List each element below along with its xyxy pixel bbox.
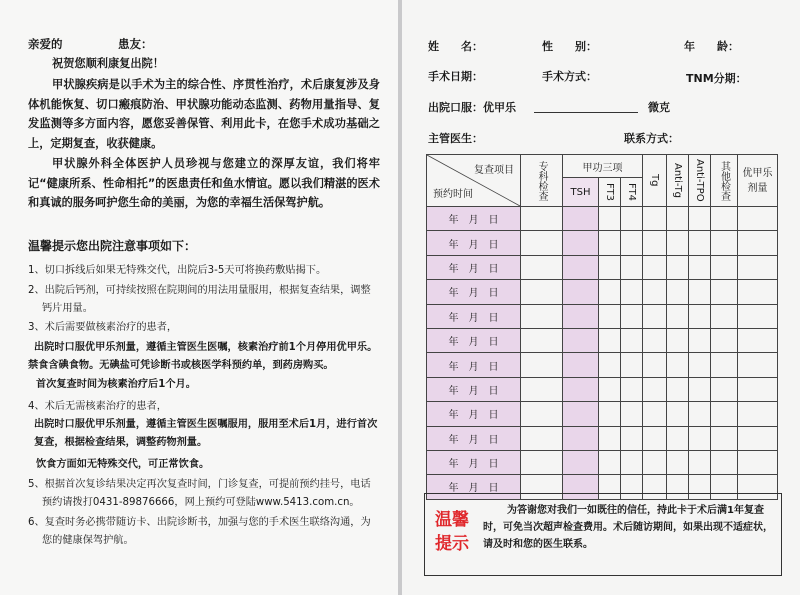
result-cell[interactable] [521,426,563,450]
result-cell[interactable] [599,377,621,401]
result-cell[interactable] [667,450,689,474]
result-cell[interactable] [689,353,711,377]
result-cell[interactable] [738,426,778,450]
result-cell[interactable] [521,402,563,426]
tsh-cell[interactable] [563,377,599,401]
result-cell[interactable] [621,280,643,304]
header-time-label: 预约时间 [433,189,473,200]
result-cell[interactable] [667,231,689,255]
result-cell[interactable] [643,402,667,426]
wish-line: 祝贺您顺利康复出院！ [52,57,164,70]
result-cell[interactable] [689,207,711,231]
result-cell[interactable] [738,450,778,474]
result-cell[interactable] [643,280,667,304]
result-cell[interactable] [621,304,643,328]
result-cell[interactable] [738,353,778,377]
result-cell[interactable] [711,328,738,352]
specialist-exam-header: 专科检查 [521,155,563,207]
appointment-date-cell[interactable]: 年 月 日 [427,207,521,231]
appointment-date-cell[interactable]: 年 月 日 [427,402,521,426]
result-cell[interactable] [621,450,643,474]
header-item-label: 复查项目 [474,165,514,176]
doctor-label: 主管医生： [428,132,483,145]
notes-heading: 温馨提示您出院注意事项如下： [28,239,197,253]
table-row [427,377,778,401]
tsh-cell[interactable] [563,426,599,450]
result-cell[interactable] [667,207,689,231]
tsh-cell[interactable] [563,231,599,255]
result-cell[interactable] [621,255,643,279]
result-cell[interactable] [711,255,738,279]
result-cell[interactable] [711,402,738,426]
result-cell[interactable] [621,207,643,231]
table-row [427,255,778,279]
result-cell[interactable] [621,402,643,426]
appointment-date-cell[interactable]: 年 月 日 [427,255,521,279]
result-cell[interactable] [643,328,667,352]
result-cell[interactable] [599,353,621,377]
result-cell[interactable] [621,231,643,255]
followup-rows [427,207,778,500]
followup-table [426,154,778,500]
result-cell[interactable] [667,377,689,401]
appointment-date-cell[interactable]: 年 月 日 [427,426,521,450]
greeting-prefix: 亲爱的 [28,37,63,51]
tsh-cell[interactable] [563,255,599,279]
table-row [427,353,778,377]
table-row [427,328,778,352]
note-4: 4、术后无需核素治疗的患者， [28,401,167,412]
result-cell[interactable] [689,450,711,474]
result-cell[interactable] [689,328,711,352]
anti-tg-header: Anti-Tg [667,155,689,207]
result-cell[interactable] [643,353,667,377]
table-row [427,402,778,426]
note-4-diet: 饮食方面如无特殊交代，可正常饮食。 [36,459,210,470]
result-cell[interactable] [738,255,778,279]
result-cell[interactable] [621,426,643,450]
result-cell[interactable] [738,231,778,255]
result-cell[interactable] [621,377,643,401]
tsh-cell[interactable] [563,328,599,352]
tsh-cell[interactable] [563,450,599,474]
result-cell[interactable] [599,255,621,279]
result-cell[interactable] [738,207,778,231]
tsh-cell[interactable] [563,402,599,426]
note-5: 5、根据首次复诊结果决定再次复查时间，门诊复查，可提前预约挂号，电话预约请拨打0431-89876666，网上预约可登陆www.5413.com.cn。 [28,479,371,508]
intro-paragraph: 甲状腺疾病是以手术为主的综合性、序贯性治疗，术后康复涉及身体机能恢复、切口瘢痕防治、甲状腺功能动态监测、药物用量指导、复发监测等多方面内容，愿您妥善保管、利用此卡，在您手术成功基础之上，定期复查，收获健康。 [28,78,380,150]
table-row [427,207,778,231]
tsh-cell[interactable] [563,304,599,328]
result-cell[interactable] [667,255,689,279]
result-cell[interactable] [599,328,621,352]
discharge-dose-label: 出院口服：优甲乐 [428,101,516,114]
note-4-dose: 出院时口服优甲乐剂量，遵循主管医生医嘱服用，服用至术后1月，进行首次复查，根据检查结果，调整药物剂量。 [34,419,378,448]
result-cell[interactable] [521,304,563,328]
note-3-dose: 出院时口服优甲乐剂量，遵循主管医生医嘱，核素治疗前1个月停用优甲乐。 [34,342,378,353]
appointment-date-cell[interactable]: 年 月 日 [427,328,521,352]
tsh-cell[interactable] [563,280,599,304]
result-cell[interactable] [689,304,711,328]
note-2: 2、出院后钙剂，可持续按照在院期间的用法用量服用，根据复查结果，调整钙片用量。 [28,285,371,314]
notice-box [424,493,782,576]
result-cell[interactable] [521,231,563,255]
result-cell[interactable] [521,353,563,377]
result-cell[interactable] [621,353,643,377]
team-paragraph: 甲状腺外科全体医护人员珍视与您建立的深厚友谊，我们将牢记“健康所系、性命相托”的医患责任和鱼水情谊。愿以我们精湛的医术和真诚的服务呵护您生命的美丽，为您的幸福生活保驾护航。 [28,157,380,210]
result-cell[interactable] [599,280,621,304]
result-cell[interactable] [667,304,689,328]
result-cell[interactable] [738,328,778,352]
left-page [0,0,398,595]
tg-header: Tg [643,155,667,207]
result-cell[interactable] [643,255,667,279]
right-page [402,0,800,595]
surgery-method-label: 手术方式： [542,70,597,83]
result-cell[interactable] [599,207,621,231]
appointment-date-cell[interactable]: 年 月 日 [427,280,521,304]
result-cell[interactable] [738,402,778,426]
tsh-cell[interactable] [563,353,599,377]
result-cell[interactable] [711,377,738,401]
result-cell[interactable] [599,304,621,328]
result-cell[interactable] [643,426,667,450]
greeting-suffix: 患友： [118,37,153,51]
result-cell[interactable] [689,231,711,255]
result-cell[interactable] [738,280,778,304]
result-cell[interactable] [667,353,689,377]
result-cell[interactable] [643,450,667,474]
note-6: 6、复查时务必携带随访卡、出院诊断书，加强与您的手术医生联络沟通，为您的健康保驾护航。 [28,517,371,546]
result-cell[interactable] [667,328,689,352]
appointment-date-cell[interactable]: 年 月 日 [427,304,521,328]
appointment-date-cell[interactable]: 年 月 日 [427,231,521,255]
result-cell[interactable] [711,207,738,231]
note-3-followup: 首次复查时间为核素治疗后1个月。 [36,379,196,390]
notice-title: 温馨提示 [435,510,469,554]
notice-body: 为答谢您对我们一如既往的信任，持此卡于术后满1年复查时，可免当次超声检查费用。术后随访期间，如果出现不适症状，请及时和您的医生联系。 [483,505,773,550]
result-cell[interactable] [521,377,563,401]
result-cell[interactable] [689,255,711,279]
euthyrox-dose-header: 优甲乐剂量 [738,155,778,207]
result-cell[interactable] [521,280,563,304]
result-cell[interactable] [711,450,738,474]
result-cell[interactable] [599,231,621,255]
result-cell[interactable] [643,304,667,328]
result-cell[interactable] [667,280,689,304]
result-cell[interactable] [621,328,643,352]
ft3-header: FT3 [599,178,621,207]
name-label: 姓 名： [428,40,483,53]
result-cell[interactable] [689,426,711,450]
age-label: 年 龄： [684,40,739,53]
result-cell[interactable] [521,328,563,352]
result-cell[interactable] [711,231,738,255]
ft4-header: FT4 [621,178,643,207]
header-diagonal-cell [427,155,521,207]
tsh-header: TSH [563,178,599,207]
table-row [427,280,778,304]
result-cell[interactable] [521,207,563,231]
note-3-diet: 禁食含碘食物。无碘盐可凭诊断书或核医学科预约单，到药房购买。 [28,360,334,371]
table-row [427,231,778,255]
result-cell[interactable] [711,304,738,328]
tnm-label: TNM分期： [686,72,747,85]
table-row [427,304,778,328]
gender-label: 性 别： [542,40,597,53]
result-cell[interactable] [689,402,711,426]
result-cell[interactable] [599,426,621,450]
result-cell[interactable] [643,207,667,231]
result-cell[interactable] [689,377,711,401]
result-cell[interactable] [521,450,563,474]
result-cell[interactable] [711,426,738,450]
result-cell[interactable] [521,255,563,279]
table-row [427,426,778,450]
result-cell[interactable] [738,377,778,401]
dose-unit: 微克 [648,101,670,114]
result-cell[interactable] [599,450,621,474]
result-cell[interactable] [738,304,778,328]
contact-label: 联系方式： [624,132,679,145]
appointment-date-cell[interactable]: 年 月 日 [427,475,521,499]
result-cell[interactable] [667,426,689,450]
surgery-date-label: 手术日期： [428,70,483,83]
result-cell[interactable] [643,231,667,255]
appointment-date-cell[interactable]: 年 月 日 [427,377,521,401]
thyroid-three-header: 甲功三项 [563,155,643,178]
result-cell[interactable] [711,280,738,304]
table-row [427,450,778,474]
anti-tpo-header: Anti-TPO [689,155,711,207]
result-cell[interactable] [667,402,689,426]
other-exam-header: 其他检查 [711,155,738,207]
tsh-cell[interactable] [563,207,599,231]
note-3: 3、术后需要做核素治疗的患者， [28,322,178,333]
note-1: 1、切口拆线后如果无特殊交代，出院后3-5天可将换药敷贴揭下。 [28,265,327,276]
appointment-date-cell[interactable]: 年 月 日 [427,353,521,377]
dose-underline [534,112,638,113]
result-cell[interactable] [711,353,738,377]
result-cell[interactable] [643,377,667,401]
appointment-date-cell[interactable]: 年 月 日 [427,450,521,474]
result-cell[interactable] [599,402,621,426]
result-cell[interactable] [689,280,711,304]
